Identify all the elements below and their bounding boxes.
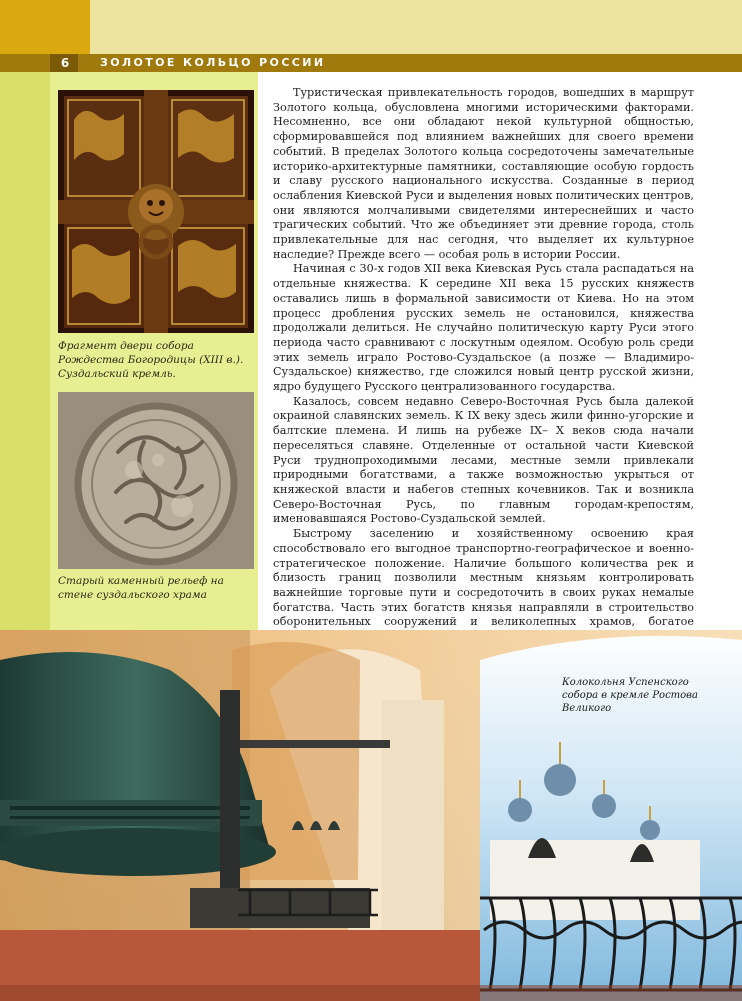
main-article-text xyxy=(273,86,694,659)
article-paragraph-4: Быстрому заселению и хозяйственному освоению края способствовало его выгодное транспортно-географическое и военно-стратегическое положение. Наличие большого количества рек и близость границ позволили местным князьям контролировать важнейшие торговые пути и сосредоточить в своих руках немалые богатства. Часть этих богатств князья направляли в строительство оборонительных сооружений и великолепных храмов, богатое xyxy=(273,527,694,629)
top-band xyxy=(0,0,742,54)
article-paragraph-1: Туристическая привлекательность городов, вошедших в маршрут Золотого кольца, обусловлена многими историческими факторами. Несомненно, все они обладают некой культурной общностью, сформировавшейся под влиянием важнейших для своего времени событий. В пределах Золотого кольца сосредоточены замечательные историко-архитектурные памятники, составляющие особую гордость и славу русского национального искусства. Созданные в период ослабления Киевской Руси и выделения новых политических центров, они являются молчаливыми свидетелями интереснейших и часто трагических событий. Что же объединяет эти древние города, столь привлекательные для нас сегодня, что выделяет их культурное наследие? Прежде всего — особая роль в истории России. xyxy=(273,86,694,261)
top-accent-block xyxy=(0,0,90,54)
stone-relief-photo xyxy=(58,392,254,569)
door-fragment-photo xyxy=(58,90,254,333)
page-number: 6 xyxy=(60,56,70,70)
stone-relief-caption: Старый каменный рельеф на стене суздальского храма xyxy=(58,575,224,601)
stone-relief-illustration xyxy=(58,392,254,569)
bell-tower-caption: Колокольня Успенского собора в кремле Ростова Великого xyxy=(562,677,698,714)
running-section-title: ЗОЛОТОЕ КОЛЬЦО РОССИИ xyxy=(100,56,326,69)
door-fragment-caption: Фрагмент двери собора Рождества Богородицы (XIII в.). Суздальский кремль. xyxy=(58,340,244,380)
door-fragment-illustration xyxy=(58,90,254,333)
article-paragraph-3: Казалось, совсем недавно Северо-Восточная Русь была далекой окраиной славянских земель. К IX веку здесь жили финно-угорские и балтские племена. И лишь на рубеже IX– X веков сюда начали переселяться славяне. Отделенные от остальной части Киевской Руси труднопроходимыми лесами, местные земли привлекали природными богатствами, а также возможностью укрыться от княжеской власти и набегов степных кочевников. Так и возникла Северо-Восточная Русь, по главным городам-крепостям, именовавшаяся Ростово-Суздальской землей. xyxy=(273,394,694,526)
sidebar-stripe xyxy=(0,72,50,644)
article-paragraph-2: Начиная с 30-х годов XII века Киевская Русь стала распадаться на отдельные княжества. К середине XII века 15 русских княжеств оставались лишь в формальной зависимости от Киева. Но на этом процесс дробления русских земель не остановился, княжества продолжали делиться. Не случайно политическую карту Руси этого периода часто сравнивают с лоскутным одеялом. Особую роль среди этих земель играло Ростово-Суздальское (а позже — Владимиро-Суздальское) княжество, где сложился новый центр русской жизни, ядро будущего Русского централизованного государства. xyxy=(273,262,694,394)
